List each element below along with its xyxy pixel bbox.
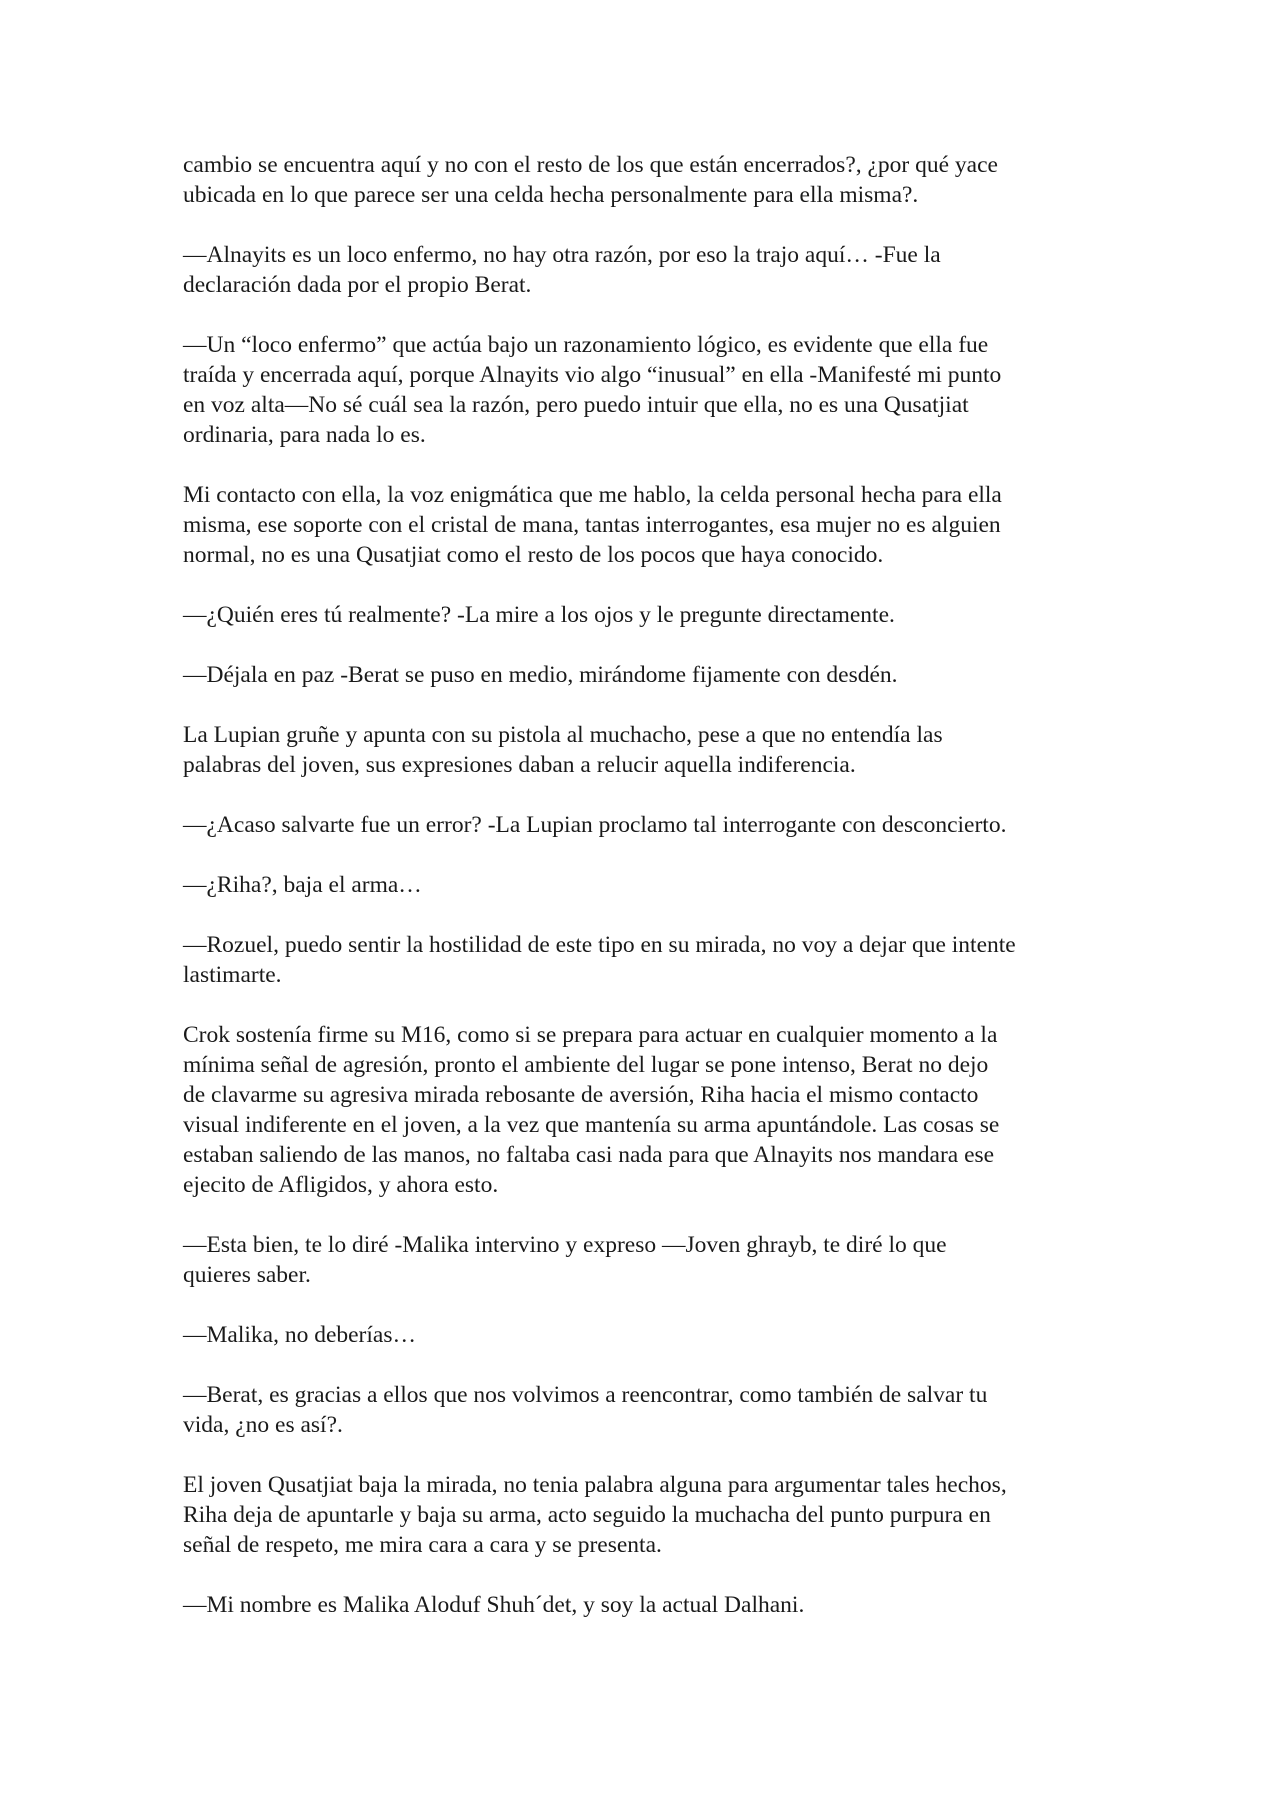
text-line: —¿Riha?, baja el arma…: [183, 872, 422, 898]
text-line: —¿Acaso salvarte fue un error? -La Lupian proclamo tal interrogante con desconcierto.: [183, 812, 1007, 838]
text-line: —Déjala en paz -Berat se puso en medio, mirándome fijamente con desdén.: [183, 662, 898, 688]
text-line: mínima señal de agresión, pronto el ambiente del lugar se pone intenso, Berat no dejo: [183, 1052, 989, 1078]
text-line: ejecito de Afligidos, y ahora esto.: [183, 1172, 499, 1198]
paragraph: [183, 1020, 1123, 1200]
paragraph: [183, 1380, 1123, 1440]
text-line: ubicada en lo que parece ser una celda hecha personalmente para ella misma?.: [183, 182, 919, 208]
text-line: Crok sostenía firme su M16, como si se prepara para actuar en cualquier momento a la: [183, 1022, 998, 1048]
text-line: El joven Qusatjiat baja la mirada, no tenia palabra alguna para argumentar tales hechos,: [183, 1472, 1007, 1498]
text-line: —Un “loco enfermo” que actúa bajo un razonamiento lógico, es evidente que ella fue: [183, 332, 989, 358]
text-line: Mi contacto con ella, la voz enigmática que me hablo, la celda personal hecha para ella: [183, 482, 1002, 508]
document-page: [183, 150, 1123, 1650]
text-line: —Rozuel, puedo sentir la hostilidad de este tipo en su mirada, no voy a dejar que intente: [183, 932, 1016, 958]
text-line: —Esta bien, te lo diré -Malika intervino y expreso —Joven ghrayb, te diré lo que: [183, 1232, 947, 1258]
text-line: —Alnayits es un loco enfermo, no hay otra razón, por eso la trajo aquí… -Fue la: [183, 242, 941, 268]
text-line: cambio se encuentra aquí y no con el resto de los que están encerrados?, ¿por qué yace: [183, 152, 998, 178]
text-line: vida, ¿no es así?.: [183, 1412, 343, 1438]
text-line: declaración dada por el propio Berat.: [183, 272, 532, 298]
text-line: de clavarme su agresiva mirada rebosante de aversión, Riha hacia el mismo contacto: [183, 1082, 979, 1108]
text-line: —¿Quién eres tú realmente? -La mire a los ojos y le pregunte directamente.: [183, 602, 895, 628]
text-line: —Malika, no deberías…: [183, 1322, 416, 1348]
paragraph: [183, 660, 1123, 690]
paragraph: [183, 1320, 1123, 1350]
text-line: señal de respeto, me mira cara a cara y se presenta.: [183, 1532, 662, 1558]
text-line: Riha deja de apuntarle y baja su arma, acto seguido la muchacha del punto purpura en: [183, 1502, 991, 1528]
text-line: traída y encerrada aquí, porque Alnayits vio algo “inusual” en ella -Manifesté mi punto: [183, 362, 1002, 388]
paragraph: [183, 1590, 1123, 1620]
text-line: La Lupian gruñe y apunta con su pistola al muchacho, pese a que no entendía las: [183, 722, 943, 748]
paragraph: [183, 480, 1123, 570]
paragraph: [183, 150, 1123, 210]
text-line: quieres saber.: [183, 1262, 311, 1288]
paragraph: [183, 600, 1123, 630]
paragraph: [183, 1470, 1123, 1560]
paragraph: [183, 930, 1123, 990]
paragraph: [183, 870, 1123, 900]
text-line: —Mi nombre es Malika Aloduf Shuh´det, y soy la actual Dalhani.: [183, 1592, 805, 1618]
text-line: lastimarte.: [183, 962, 282, 988]
paragraph: [183, 1230, 1123, 1290]
paragraph: [183, 810, 1123, 840]
paragraph: [183, 720, 1123, 780]
text-line: palabras del joven, sus expresiones daban a relucir aquella indiferencia.: [183, 752, 856, 778]
text-line: misma, ese soporte con el cristal de mana, tantas interrogantes, esa mujer no es alguien: [183, 512, 1001, 538]
text-line: estaban saliendo de las manos, no faltaba casi nada para que Alnayits nos mandara ese: [183, 1142, 995, 1168]
text-line: visual indiferente en el joven, a la vez que mantenía su arma apuntándole. Las cosas se: [183, 1112, 1000, 1138]
paragraph: [183, 240, 1123, 300]
text-line: ordinaria, para nada lo es.: [183, 422, 426, 448]
paragraph: [183, 330, 1123, 450]
text-line: en voz alta—No sé cuál sea la razón, pero puedo intuir que ella, no es una Qusatjiat: [183, 392, 969, 418]
text-line: normal, no es una Qusatjiat como el resto de los pocos que haya conocido.: [183, 542, 884, 568]
text-line: —Berat, es gracias a ellos que nos volvimos a reencontrar, como también de salvar tu: [183, 1382, 988, 1408]
